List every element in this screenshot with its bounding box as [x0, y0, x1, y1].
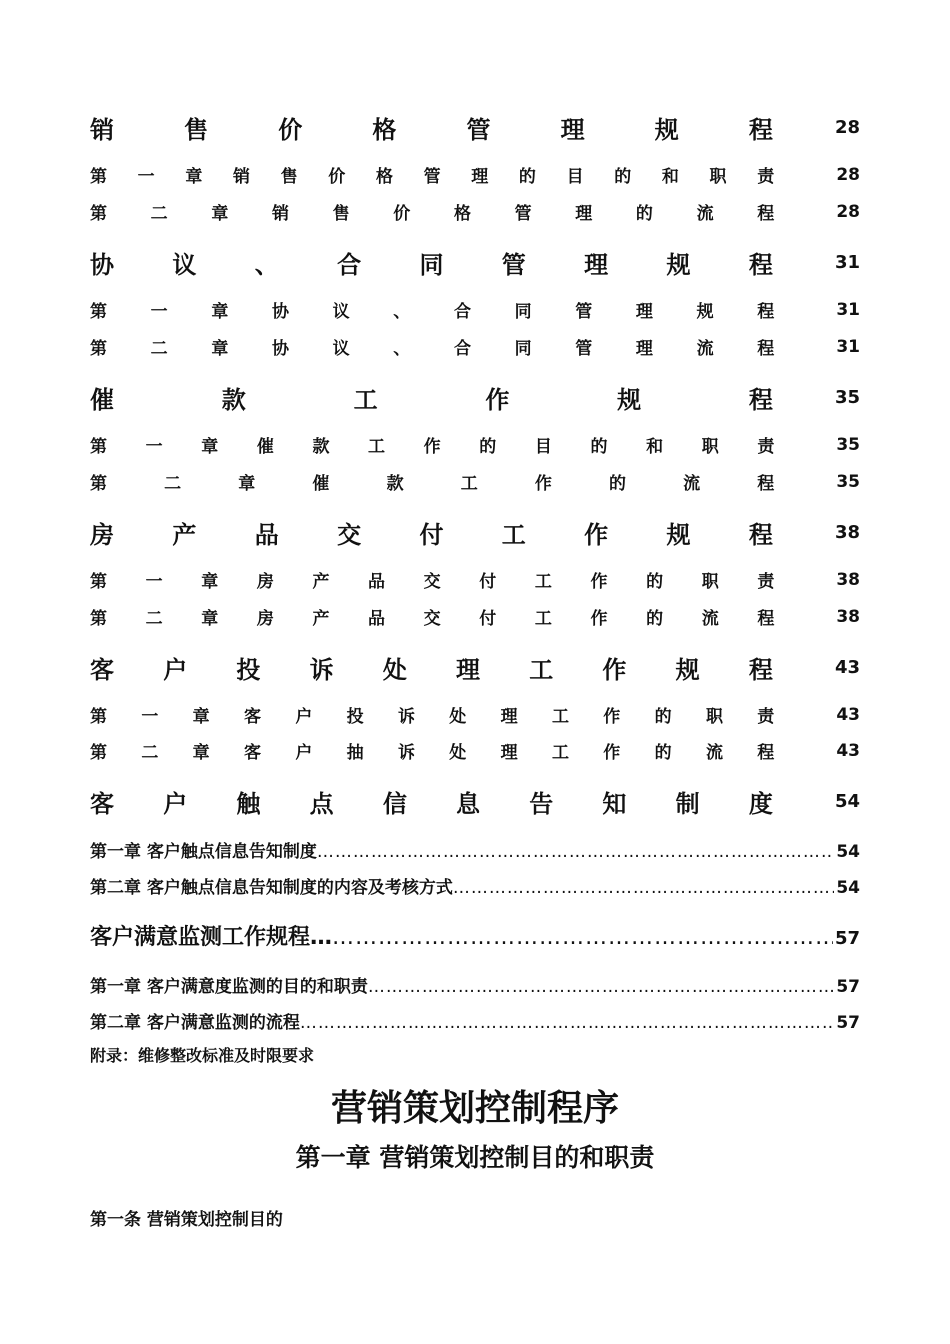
toc-entry-level1[interactable]: [90, 650, 860, 685]
toc-entry-level1[interactable]: [90, 110, 860, 145]
toc-title-char: 职: [701, 437, 719, 457]
toc-page-number: 57: [834, 928, 860, 949]
toc-title-char: 交: [423, 609, 441, 629]
toc-title-char: 管: [501, 251, 526, 279]
toc-title-char: 第: [90, 167, 107, 187]
toc-title-char: 流: [701, 609, 719, 629]
toc-title-char: 职: [701, 572, 719, 592]
toc-title-char: 同: [514, 339, 532, 359]
toc-title-char: 合: [337, 251, 362, 279]
toc-title-char: 管: [514, 204, 532, 224]
toc-entry-level2[interactable]: [90, 567, 860, 592]
toc-page-number: 54: [836, 878, 860, 898]
toc-page-number: 43: [834, 657, 860, 678]
toc-title-char: 程: [757, 609, 775, 629]
toc-title-char: 一: [150, 302, 168, 322]
toc-title-char: 理: [584, 251, 609, 279]
toc-title-char: 户: [163, 790, 188, 818]
toc-entry-level1[interactable]: [90, 515, 860, 550]
toc-entry-title: [90, 245, 823, 280]
toc-title-char: 触: [236, 790, 261, 818]
toc-page-number: 28: [836, 201, 860, 222]
toc-entry-level2[interactable]: [90, 199, 860, 224]
toc-title-char: 产: [312, 572, 330, 592]
toc-title-char: 客: [90, 790, 114, 818]
toc-title-char: 理: [560, 116, 585, 144]
toc-title-char: 款: [221, 386, 246, 414]
toc-entry-title: [90, 380, 823, 415]
toc-entry-level2[interactable]: [90, 604, 860, 629]
toc-page-number: 54: [834, 791, 860, 812]
toc-page-number: 57: [836, 1013, 860, 1033]
toc-title-char: 章: [238, 474, 256, 494]
toc-title-char: 作: [584, 521, 609, 549]
toc-page-number: 35: [836, 434, 860, 455]
toc-page-number: 31: [836, 336, 860, 357]
toc-page-number: 35: [836, 471, 860, 492]
toc-title-char: 同: [514, 302, 532, 322]
toc-title-char: 的: [654, 707, 672, 727]
toc-entry-title: [90, 515, 823, 550]
toc-title-char: 的: [518, 167, 536, 187]
toc-title-char: 程: [748, 656, 773, 684]
toc-title-char: 诉: [397, 743, 415, 763]
toc-title-char: 付: [479, 609, 497, 629]
toc-title-char: 章: [201, 437, 219, 457]
toc-entry-level2[interactable]: [90, 469, 860, 494]
toc-entry-title: 第二章 客户触点信息告知制度的内容及考核方式: [90, 878, 453, 898]
toc-title-char: 第: [90, 204, 107, 224]
toc-title-char: 管: [466, 116, 491, 144]
toc-entry-level2[interactable]: [90, 837, 860, 862]
toc-title-char: 户: [295, 743, 313, 763]
toc-title-char: 流: [696, 204, 714, 224]
toc-entry-title: [90, 334, 824, 359]
toc-title-char: 售: [184, 116, 209, 144]
toc-title-char: 管: [423, 167, 441, 187]
toc-page-number: 28: [836, 164, 860, 185]
dot-leader: [300, 1013, 834, 1033]
toc-title-char: 息: [456, 790, 481, 818]
toc-title-char: 章: [211, 204, 229, 224]
toc-title-char: 工: [551, 743, 569, 763]
toc-title-char: 第: [90, 707, 107, 727]
toc-title-char: 规: [666, 251, 691, 279]
toc-title-char: 责: [757, 572, 775, 592]
toc-title-char: 协: [271, 302, 289, 322]
toc-title-char: 格: [372, 116, 397, 144]
toc-page-number: 28: [834, 117, 860, 138]
toc-title-char: 、: [393, 302, 411, 322]
toc-title-char: 款: [312, 437, 330, 457]
toc-title-char: 的: [646, 609, 664, 629]
toc-title-char: 格: [453, 204, 471, 224]
toc-title-char: 的: [654, 743, 672, 763]
toc-title-char: 程: [757, 339, 775, 359]
toc-title-char: 投: [236, 656, 261, 684]
toc-title-char: 价: [278, 116, 303, 144]
toc-title-char: 章: [192, 707, 210, 727]
toc-title-char: 二: [150, 339, 168, 359]
toc-title-char: 程: [757, 302, 775, 322]
toc-title-char: 作: [485, 386, 510, 414]
toc-page-number: 54: [836, 842, 860, 862]
toc-title-char: 抽: [346, 743, 364, 763]
toc-title-char: 流: [696, 339, 714, 359]
toc-title-char: 的: [590, 437, 608, 457]
toc-title-char: 的: [646, 572, 664, 592]
toc-title-char: 销: [232, 167, 250, 187]
toc-title-char: 工: [501, 521, 526, 549]
toc-title-char: 户: [295, 707, 313, 727]
toc-title-char: 的: [608, 474, 626, 494]
toc-title-char: 章: [201, 572, 219, 592]
toc-title-char: 章: [185, 167, 203, 187]
toc-title-char: 理: [575, 204, 593, 224]
toc-title-char: 二: [150, 204, 168, 224]
toc-title-char: 交: [337, 521, 362, 549]
toc-entry-level2[interactable]: [90, 162, 860, 187]
toc-title-char: 理: [500, 707, 518, 727]
toc-title-char: 工: [529, 656, 554, 684]
toc-title-char: 目: [566, 167, 584, 187]
toc-title-char: 第: [90, 302, 107, 322]
toc-title-char: 流: [683, 474, 701, 494]
article-heading: 第一条 营销策划控制目的: [90, 1210, 283, 1230]
toc-title-char: 二: [145, 609, 163, 629]
toc-title-char: 的: [635, 204, 653, 224]
toc-title-char: 知: [602, 790, 627, 818]
toc-title-char: 信: [382, 790, 407, 818]
toc-title-char: 二: [141, 743, 159, 763]
toc-title-char: 处: [449, 743, 467, 763]
toc-entry-level2[interactable]: [90, 702, 860, 727]
toc-entry-level2[interactable]: [90, 334, 860, 359]
toc-title-char: 工: [534, 572, 552, 592]
toc-title-char: 一: [137, 167, 155, 187]
toc-title-char: 品: [368, 609, 386, 629]
toc-page-number: 38: [834, 522, 860, 543]
toc-title-char: 诉: [309, 656, 334, 684]
toc-title-char: 程: [748, 116, 773, 144]
toc-title-char: 投: [346, 707, 364, 727]
toc-title-char: 处: [382, 656, 407, 684]
toc-title-char: 销: [271, 204, 289, 224]
toc-page-number: 31: [836, 299, 860, 320]
toc-entry-title: [90, 702, 824, 727]
toc-title-char: 品: [254, 521, 279, 549]
toc-title-char: 格: [375, 167, 393, 187]
dot-leader: [332, 925, 833, 950]
toc-title-char: 理: [635, 339, 653, 359]
toc-entry-title: 第一章 客户满意度监测的目的和职责: [90, 977, 368, 997]
toc-title-char: 程: [757, 204, 775, 224]
document-title: 营销策划控制程序: [330, 1088, 619, 1129]
toc-title-char: 作: [603, 743, 621, 763]
toc-entry-level1[interactable]: [90, 245, 860, 280]
toc-page-number: 38: [836, 606, 860, 627]
toc-title-char: 协: [90, 251, 114, 279]
toc-title-char: 销: [90, 116, 114, 144]
toc-entry-level2[interactable]: [90, 738, 860, 763]
toc-title-char: 程: [757, 474, 775, 494]
toc-title-char: 第: [90, 609, 107, 629]
toc-title-char: 交: [423, 572, 441, 592]
toc-title-char: 客: [243, 707, 261, 727]
dot-leader: [368, 977, 834, 997]
toc-title-char: 第: [90, 437, 107, 457]
toc-entry-title: [90, 432, 824, 457]
toc-title-char: 理: [635, 302, 653, 322]
toc-title-char: 催: [312, 474, 330, 494]
toc-title-char: 流: [705, 743, 723, 763]
toc-entry-level2[interactable]: [90, 432, 860, 457]
toc-title-char: 规: [666, 521, 691, 549]
toc-title-char: 一: [145, 437, 163, 457]
toc-entry-title: [90, 604, 824, 629]
toc-title-char: 制: [675, 790, 700, 818]
toc-entry-title: [90, 469, 824, 494]
toc-title-char: 工: [534, 609, 552, 629]
toc-title-char: 职: [705, 707, 723, 727]
toc-title-char: 度: [748, 790, 773, 818]
toc-title-char: 理: [456, 656, 481, 684]
toc-entry-title: [90, 738, 824, 763]
toc-title-char: 付: [479, 572, 497, 592]
toc-title-char: 、: [254, 251, 279, 279]
toc-title-char: 协: [271, 339, 289, 359]
toc-title-char: 价: [328, 167, 346, 187]
toc-entry-title: [90, 110, 823, 145]
toc-title-char: 产: [172, 521, 197, 549]
toc-title-char: 、: [393, 339, 411, 359]
toc-title-char: 付: [419, 521, 444, 549]
toc-title-char: 同: [419, 251, 444, 279]
toc-page-number: 43: [836, 740, 860, 761]
toc-title-char: 一: [145, 572, 163, 592]
toc-title-char: 规: [654, 116, 679, 144]
toc-entry-level1[interactable]: [90, 380, 860, 415]
toc-title-char: 作: [590, 609, 608, 629]
toc-title-char: 售: [280, 167, 298, 187]
toc-title-char: 诉: [397, 707, 415, 727]
toc-title-char: 理: [471, 167, 489, 187]
toc-title-char: 催: [90, 386, 114, 414]
toc-title-char: 程: [748, 386, 773, 414]
toc-title-char: 管: [575, 302, 593, 322]
toc-title-char: 章: [201, 609, 219, 629]
toc-entry-level1[interactable]: [90, 784, 860, 819]
toc-title-char: 程: [748, 521, 773, 549]
toc-title-char: 工: [353, 386, 378, 414]
toc-title-char: 第: [90, 572, 107, 592]
toc-entry-title: [90, 297, 824, 322]
toc-title-char: 款: [386, 474, 404, 494]
toc-entry-title: [90, 199, 824, 224]
toc-title-char: 职: [709, 167, 727, 187]
toc-title-char: 房: [90, 521, 114, 549]
toc-title-char: 责: [757, 437, 775, 457]
toc-title-char: 目: [534, 437, 552, 457]
toc-title-char: 工: [460, 474, 478, 494]
toc-page-number: 38: [836, 569, 860, 590]
toc-entry-title: [90, 162, 824, 187]
toc-title-char: 一: [141, 707, 159, 727]
toc-title-char: 作: [534, 474, 552, 494]
toc-title-char: 议: [332, 339, 350, 359]
toc-title-char: 作: [590, 572, 608, 592]
toc-title-char: 章: [211, 339, 229, 359]
toc-title-char: 售: [332, 204, 350, 224]
toc-title-char: 的: [614, 167, 632, 187]
toc-title-char: 房: [256, 572, 274, 592]
toc-title-char: 客: [243, 743, 261, 763]
toc-title-char: 品: [368, 572, 386, 592]
toc-title-char: 作: [423, 437, 441, 457]
toc-title-char: 二: [164, 474, 182, 494]
toc-title-char: 催: [256, 437, 274, 457]
toc-title-char: 客: [90, 656, 114, 684]
chapter-heading: 第一章 营销策划控制目的和职责: [295, 1143, 655, 1172]
toc-title-char: 产: [312, 609, 330, 629]
toc-title-char: 工: [368, 437, 386, 457]
toc-entry-level2[interactable]: [90, 1008, 860, 1033]
toc-title-char: 管: [575, 339, 593, 359]
toc-title-char: 理: [500, 743, 518, 763]
toc-entry-title: [90, 567, 824, 592]
toc-entry-level2[interactable]: [90, 873, 860, 898]
toc-title-char: 第: [90, 743, 107, 763]
toc-title-char: 议: [172, 251, 197, 279]
toc-title-char: 房: [256, 609, 274, 629]
toc-title-char: 规: [696, 302, 714, 322]
toc-entry-title: 第一章 客户触点信息告知制度: [90, 842, 317, 862]
toc-entry-title: 第二章 客户满意监测的流程: [90, 1013, 300, 1033]
toc-page-number: 35: [834, 387, 860, 408]
toc-entry-title: [90, 784, 823, 819]
dot-leader: [453, 878, 834, 898]
toc-title-char: 作: [603, 707, 621, 727]
toc-title-char: 议: [332, 302, 350, 322]
toc-entry-level1[interactable]: [90, 920, 860, 951]
toc-title-char: 程: [757, 743, 775, 763]
toc-title-char: 章: [192, 743, 210, 763]
toc-page-number: 43: [836, 704, 860, 725]
toc-title-char: 章: [211, 302, 229, 322]
toc-title-char: 价: [393, 204, 411, 224]
toc-title-char: 责: [757, 707, 775, 727]
toc-entry-title: 客户满意监测工作规程…: [90, 925, 333, 950]
toc-title-char: 和: [661, 167, 679, 187]
dot-leader: [317, 842, 834, 862]
toc-title-char: 规: [675, 656, 700, 684]
toc-title-char: 程: [748, 251, 773, 279]
toc-page-number: 57: [836, 977, 860, 997]
toc-title-char: 规: [617, 386, 642, 414]
toc-title-char: 工: [551, 707, 569, 727]
appendix-note: 附录：维修整改标准及时限要求: [90, 1046, 315, 1065]
toc-entry-title: [90, 650, 823, 685]
toc-title-char: 第: [90, 339, 107, 359]
toc-title-char: 和: [646, 437, 664, 457]
toc-page-number: 31: [834, 252, 860, 273]
toc-title-char: 第: [90, 474, 107, 494]
toc-title-char: 的: [479, 437, 497, 457]
toc-title-char: 告: [529, 790, 554, 818]
toc-title-char: 户: [163, 656, 188, 684]
toc-title-char: 点: [309, 790, 334, 818]
toc-title-char: 作: [602, 656, 627, 684]
toc-entry-level2[interactable]: [90, 297, 860, 322]
toc-title-char: 处: [449, 707, 467, 727]
toc-title-char: 责: [757, 167, 775, 187]
toc-title-char: 合: [453, 339, 471, 359]
toc-entry-level2[interactable]: [90, 972, 860, 997]
toc-title-char: 合: [453, 302, 471, 322]
